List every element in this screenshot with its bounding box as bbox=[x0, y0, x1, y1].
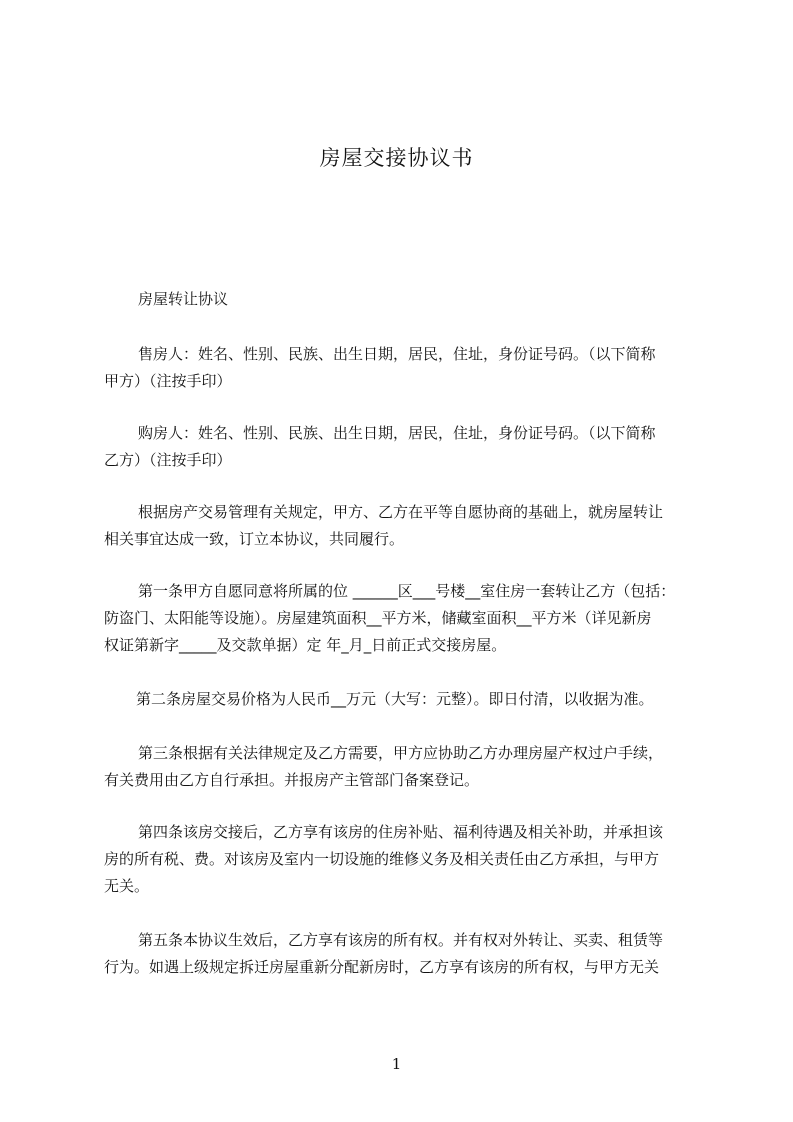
paragraph-line: 第五条本协议生效后，乙方享有该房的所有权。并有权对外转让、买卖、租赁等 bbox=[138, 931, 664, 949]
paragraph-line: 售房人：姓名、性别、民族、出生日期，居民，住址，身份证号码。（以下简称 bbox=[138, 345, 656, 363]
paragraph-line: 甲方）（注按手印） bbox=[104, 372, 232, 390]
paragraph-line: 权证第新字_____及交款单据）定 年_月_日前正式交接房屋。 bbox=[104, 636, 507, 654]
paragraph-line: 第一条甲方自愿同意将所属的位 ______区___号楼__室住房一套转让乙方（包括： bbox=[138, 582, 676, 600]
basis-paragraph bbox=[104, 499, 704, 553]
article-2-paragraph bbox=[136, 686, 736, 713]
paragraph-line: 乙方）（注按手印） bbox=[104, 451, 232, 469]
paragraph-line: 有关费用由乙方自行承担。并报房产主管部门备案登记。 bbox=[104, 771, 480, 789]
paragraph-line: 房的所有税、费。对该房及室内一切设施的维修义务及相关责任由乙方承担，与甲方 bbox=[104, 850, 660, 868]
article-5-paragraph bbox=[104, 927, 704, 981]
paragraph-line: 房屋转让协议 bbox=[138, 290, 229, 308]
paragraph-line: 第三条根据有关法律规定及乙方需要，甲方应协助乙方办理房屋产权过户手续， bbox=[138, 744, 664, 762]
paragraph-line: 根据房产交易管理有关规定，甲方、乙方在平等自愿协商的基础上，就房屋转让 bbox=[138, 503, 664, 521]
paragraph-line: 相关事宜达成一致，订立本协议，共同履行。 bbox=[104, 530, 405, 548]
document-title: 房屋交接协议书 bbox=[319, 146, 474, 170]
article-3-paragraph bbox=[104, 740, 704, 794]
article-1-paragraph bbox=[104, 578, 704, 659]
paragraph-line: 行为。如遇上级规定拆迁房屋重新分配新房时，乙方享有该房的所有权，与甲方无关 bbox=[104, 958, 660, 976]
page-number: 1 bbox=[391, 1055, 402, 1073]
paragraph-line: 无关。 bbox=[104, 877, 150, 895]
section-heading bbox=[104, 286, 704, 313]
paragraph-line: 第四条该房交接后，乙方享有该房的住房补贴、福利待遇及相关补助，并承担该 bbox=[138, 823, 664, 841]
paragraph-line: 防盗门、太阳能等设施）。房屋建筑面积__平方米，储藏室面积__平方米（详见新房 bbox=[104, 609, 652, 627]
seller-paragraph bbox=[104, 341, 704, 395]
buyer-paragraph bbox=[104, 420, 704, 474]
article-4-paragraph bbox=[104, 819, 704, 900]
paragraph-line: 购房人：姓名、性别、民族、出生日期，居民，住址，身份证号码。（以下简称 bbox=[138, 424, 656, 442]
paragraph-line: 第二条房屋交易价格为人民币__万元（大写：元整）。即日付清，以收据为准。 bbox=[136, 690, 654, 708]
